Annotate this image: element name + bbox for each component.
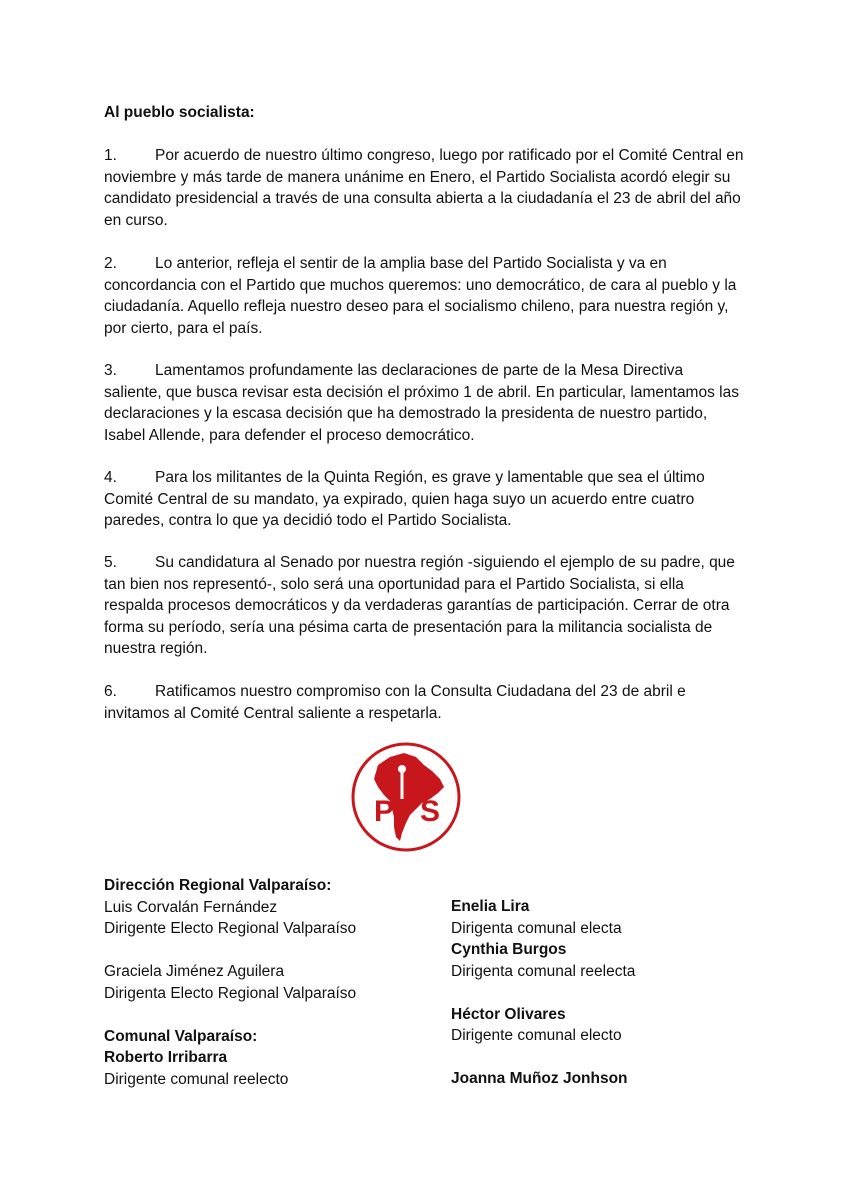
- logo-letter-p: P: [373, 795, 395, 828]
- signer-name: Luis Corvalán Fernández: [104, 898, 278, 916]
- paragraph-number: 1.: [104, 147, 117, 164]
- paragraph-text: Ratificamos nuestro compromiso con la Consulta Ciudadana del 23 de abril e invitamos al Comité Central saliente a respetarla.: [104, 683, 686, 722]
- signatures-right: [451, 896, 635, 1090]
- paragraph-text: Lamentamos profundamente las declaraciones de parte de la Mesa Directiva saliente, que busca revisar esta decisión el próximo 1 de abril. En particular, lamentamos las declaraciones y la escasa decisión que ha demostrado la presidenta de nuestro partido, Isabel Allende, para defender el proceso democrático.: [104, 362, 739, 444]
- signer-role: Dirigenta Electo Regional Valparaíso: [104, 984, 357, 1002]
- paragraph-2: [104, 253, 744, 339]
- paragraph-4: [104, 467, 744, 532]
- signer-name: Cynthia Burgos: [451, 941, 567, 958]
- signer-role: Dirigenta comunal electa: [451, 919, 622, 937]
- paragraph-number: 5.: [104, 554, 117, 571]
- signer-role: Dirigente Electo Regional Valparaíso: [104, 920, 357, 937]
- logo-letter-s: S: [419, 795, 441, 828]
- party-logo: [350, 741, 462, 853]
- paragraph-3: [104, 360, 744, 446]
- signer-name: Joanna Muñoz Jonhson: [451, 1070, 628, 1087]
- signer-name: Enelia Lira: [451, 898, 530, 915]
- paragraph-5: [104, 552, 744, 660]
- signature-heading: Comunal Valparaíso:: [104, 1027, 258, 1045]
- paragraph-text: Su candidatura al Senado por nuestra región -siguiendo el ejemplo de su padre, que tan bien nos representó-, solo será una oportunidad para el Partido Socialista, si ella respalda procesos democráticos y da verdaderas garantías de participación. Cerrar de otra forma su período, sería una pésima carta de presentación para la militancia socialista de nuestra región.: [104, 554, 735, 657]
- paragraph-number: 2.: [104, 255, 117, 272]
- paragraph-1: [104, 145, 744, 231]
- paragraph-text: Lo anterior, refleja el sentir de la amplia base del Partido Socialista y va en concordancia con el Partido que muchos queremos: uno democrático, de cara al pueblo y la ciudadanía. Aquello refleja nuestro deseo para el socialismo chileno, para nuestra región y, por cierto, para el país.: [104, 255, 737, 337]
- logo-flame-icon: [398, 765, 406, 773]
- signature-heading: Dirección Regional Valparaíso:: [104, 877, 332, 894]
- letter-greeting: Al pueblo socialista:: [104, 104, 255, 121]
- signer-name: Héctor Olivares: [451, 1005, 566, 1023]
- paragraph-6: [104, 681, 744, 724]
- paragraph-text: Por acuerdo de nuestro último congreso, luego por ratificado por el Comité Central en noviembre y más tarde de manera unánime en Enero, el Partido Socialista acordó elegir su candidato presidencial a través de una consulta abierta a la ciudadanía el 23 de abril del año en curso.: [104, 147, 744, 229]
- paragraph-text: Para los militantes de la Quinta Región, es grave y lamentable que sea el último Comité Central de su mandato, ya expirado, quien haga suyo un acuerdo entre cuatro paredes, contra lo que ya decidió todo el Partido Socialista.: [104, 469, 705, 529]
- signer-role: Dirigente comunal reelecto: [104, 1070, 289, 1088]
- paragraph-number: 4.: [104, 469, 117, 486]
- signer-role: Dirigente comunal electo: [451, 1027, 622, 1044]
- paragraph-number: 3.: [104, 362, 117, 379]
- signatures-left: [104, 875, 356, 1090]
- signer-name: Graciela Jiménez Aguilera: [104, 963, 285, 980]
- signer-role: Dirigenta comunal reelecta: [451, 962, 636, 980]
- signer-name: Roberto Irribarra: [104, 1049, 228, 1066]
- paragraph-number: 6.: [104, 683, 117, 700]
